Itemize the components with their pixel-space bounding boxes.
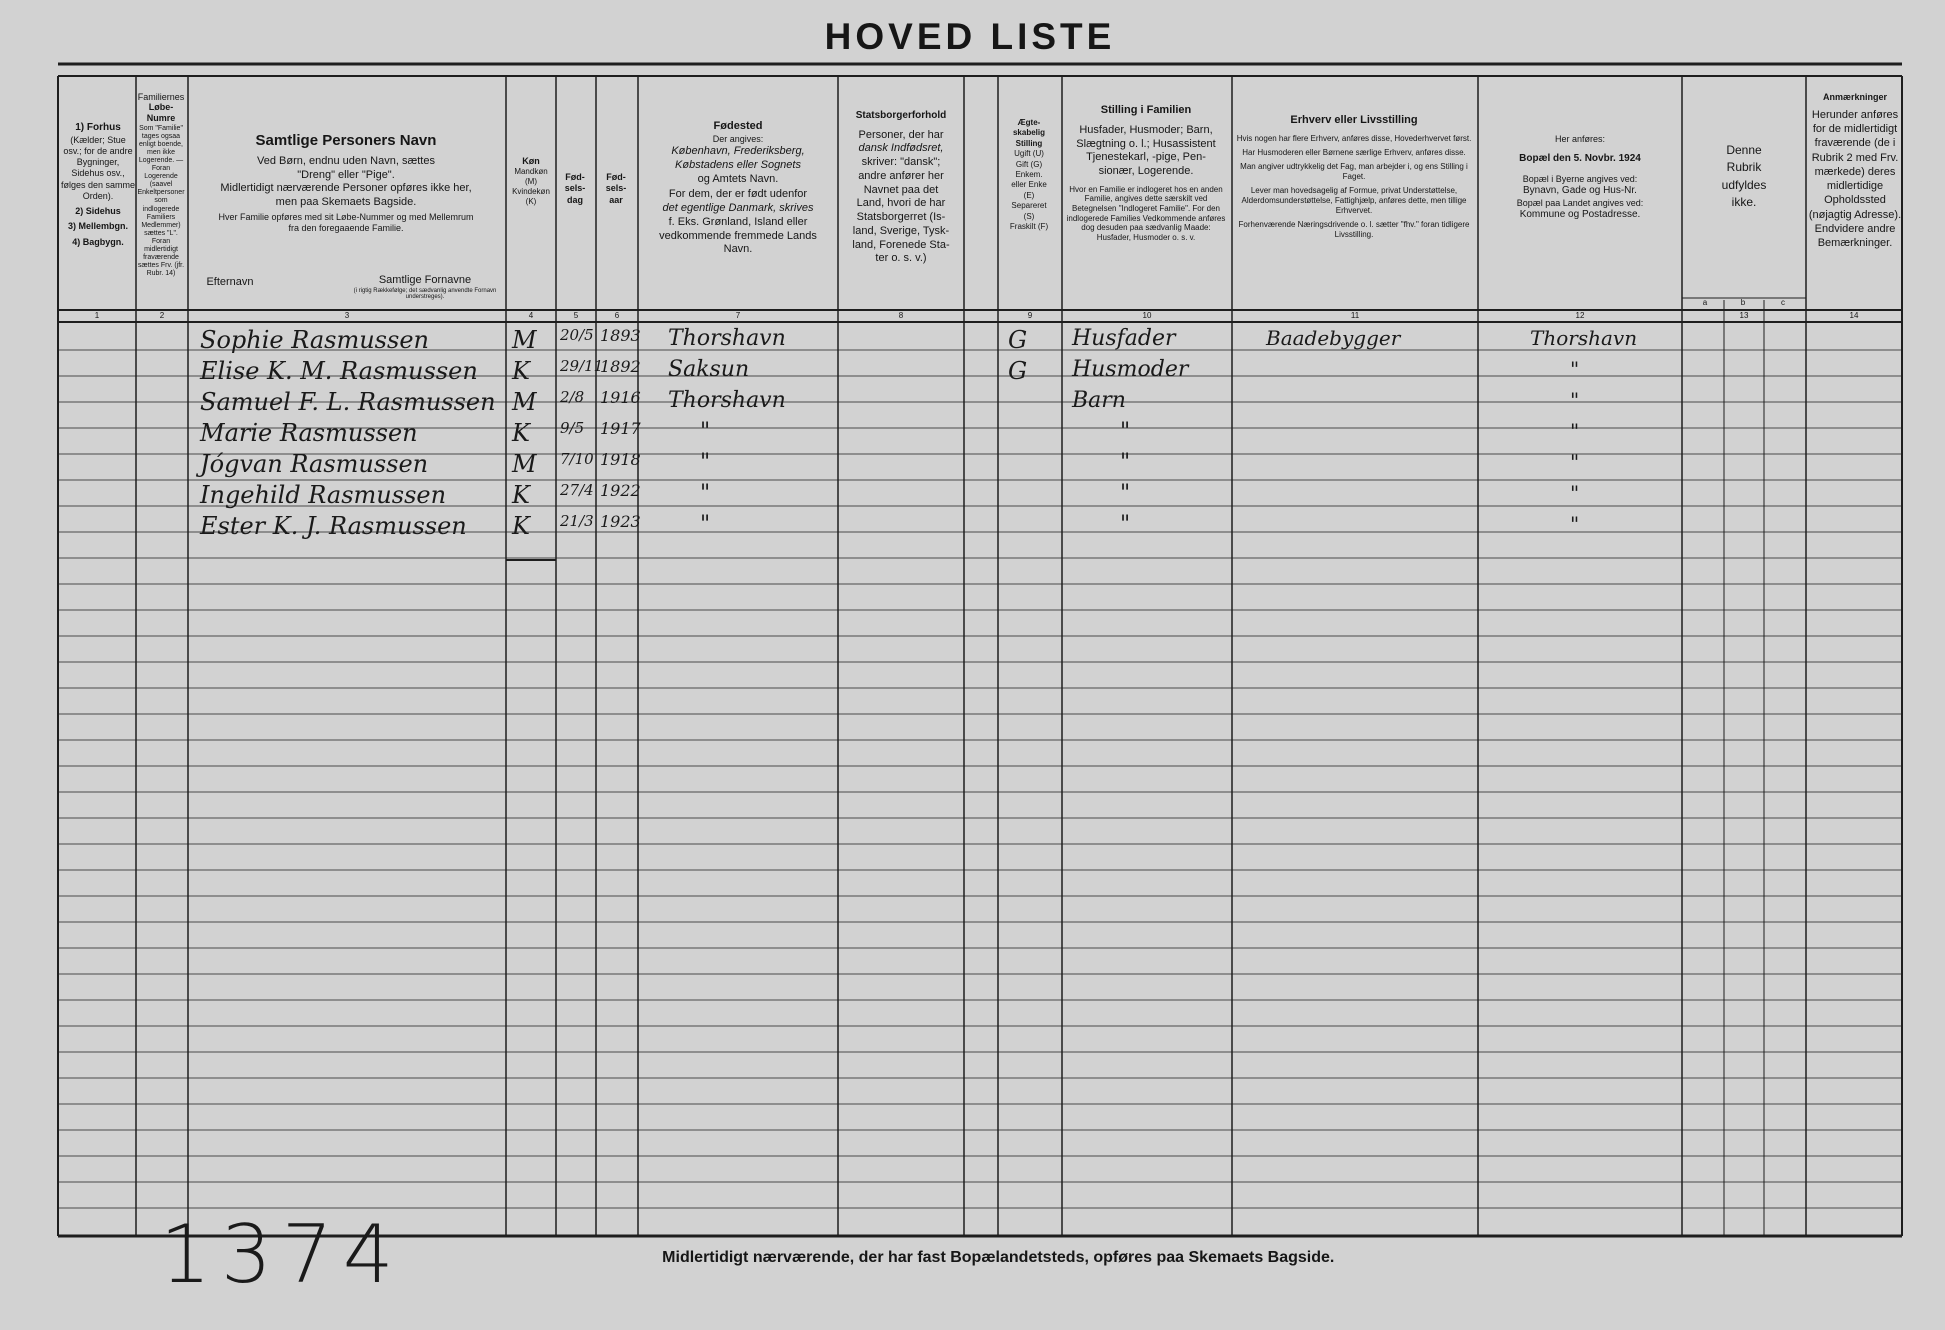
header-col-10-line-1: Husfader, Husmoder; Barn, <box>1079 123 1213 136</box>
cell-aar: 1893 <box>600 326 641 345</box>
header-col-5-l1: Fød- <box>565 172 585 182</box>
cell-fodested: Saksun <box>668 357 750 382</box>
header-col-13-sub-b: b <box>1740 298 1746 307</box>
column-number: 5 <box>573 311 579 320</box>
header-col-7-line-5: For dem, der er født udenfor <box>668 188 808 201</box>
header-col-2-familiernes: Familiernes <box>137 92 185 102</box>
cell-fodested: " <box>700 481 711 506</box>
header-col-8-line-1: Personer, der har <box>858 128 944 141</box>
header-col-6-l3: aar <box>609 194 623 205</box>
header-col-4-k-code: (K) <box>525 197 537 207</box>
column-number: 2 <box>159 311 165 320</box>
header-efternavn: Efternavn <box>206 276 254 288</box>
header-col-1 <box>60 122 136 248</box>
header-fornavne <box>350 274 500 301</box>
cell-stilling: Barn <box>1072 388 1126 413</box>
cell-navn: Samuel F. L. Rasmussen <box>200 388 496 416</box>
header-col-11 <box>1236 114 1472 240</box>
header-col-6-l2: sels- <box>605 183 627 194</box>
header-col-9-l9: Separeret <box>1011 201 1047 211</box>
header-col-8-line-5: Navnet paa det <box>863 183 939 196</box>
header-col-1-bagbygning: 4) Bagbygn. <box>72 236 124 247</box>
cell-bopael: " <box>1570 388 1580 412</box>
column-number: 4 <box>528 311 534 320</box>
header-col-4-m: Mandkøn <box>514 167 548 177</box>
page-number: 1374 <box>160 1208 404 1301</box>
cell-koen: K <box>512 357 530 385</box>
header-col-9-l2: skabelig <box>1012 128 1045 138</box>
header-col-8-line-8: land, Sverige, Tysk- <box>852 224 950 237</box>
header-col-9-l11: Fraskilt (F) <box>1009 221 1049 231</box>
header-col-13-l4: ikke. <box>1731 195 1757 210</box>
header-col-3 <box>190 132 502 234</box>
header-col-6 <box>596 172 636 206</box>
column-number: 1 <box>94 311 100 320</box>
cell-aar: 1922 <box>600 481 641 500</box>
cell-navn: Elise K. M. Rasmussen <box>200 357 478 385</box>
header-col-6-l1: Fød- <box>606 172 626 182</box>
cell-stand: G <box>1008 357 1028 385</box>
header-col-9-l1: Ægte- <box>1017 118 1041 127</box>
column-number: 6 <box>614 311 620 320</box>
cell-fodested: " <box>700 450 711 475</box>
header-col-8-line-9: land, Forenede Sta- <box>852 238 950 251</box>
header-col-11-line-1: Hvis nogen har flere Erhverv, anføres disse, Hovederhvervet først. <box>1236 133 1472 143</box>
header-col-3-line-6: fra den foregaaende Familie. <box>288 223 404 233</box>
cell-dag: 20/5 <box>560 326 594 344</box>
cell-dag: 27/4 <box>560 481 594 499</box>
header-col-11-line-4: Lever man hovedsagelig af Formue, privat Understøttelse, Alderdomsunderstøttelse, Fattighjælp, anføres dette, men tillige Erhvervet. <box>1241 185 1467 215</box>
header-col-7-line-4: og Amtets Navn. <box>697 172 779 185</box>
cell-stilling: " <box>1120 419 1131 444</box>
cell-koen: M <box>512 326 537 354</box>
header-col-14-title: Anmærkninger <box>1822 92 1887 102</box>
header-col-2 <box>136 92 186 278</box>
header-col-12-line-6: Kommune og Postadresse. <box>1519 208 1641 220</box>
column-number: 10 <box>1142 311 1152 320</box>
cell-navn: Ingehild Rasmussen <box>200 481 447 509</box>
header-col-13-l3: udfyldes <box>1721 177 1767 192</box>
header-col-12-line-4: Bynavn, Gade og Hus-Nr. <box>1523 185 1637 196</box>
header-fornavne-note: (i rigtig Rækkefølge; det sædvanlig anvendte Fornavn understreges). <box>353 287 497 301</box>
header-col-3-line-5: Hver Familie opføres med sit Løbe-Nummer og med Mellemrum <box>218 211 474 222</box>
header-col-8-line-2: dansk Indfødsret, <box>858 142 944 155</box>
header-col-5-l2: sels- <box>564 183 586 194</box>
header-col-10 <box>1064 104 1228 242</box>
cell-dag: 9/5 <box>560 419 585 437</box>
header-col-1-note: (Kælder; Stue osv.; for de andre Bygninger, Sidehus osv., følges den samme Orden). <box>60 134 136 201</box>
cell-dag: 21/3 <box>560 512 594 530</box>
cell-fodested: " <box>700 512 711 537</box>
header-col-10-title: Stilling i Familien <box>1100 104 1192 116</box>
header-col-13-sub-a: a <box>1702 298 1708 307</box>
footer-left: Midlertidigt nærværende, der har fast Bopæl <box>662 1249 1000 1266</box>
header-col-9-l4: Ugift (U) <box>1014 149 1044 159</box>
cell-stilling: " <box>1120 481 1131 506</box>
header-col-8-line-6: Land, hvori de har <box>856 197 946 210</box>
cell-stand: G <box>1008 326 1028 354</box>
header-col-9-l3: Stilling <box>1015 138 1043 148</box>
cell-navn: Jógvan Rasmussen <box>200 450 429 478</box>
cell-koen: K <box>512 481 530 509</box>
header-col-3-title: Samtlige Personers Navn <box>255 132 437 149</box>
header-col-4-m-code: (M) <box>525 177 537 187</box>
column-number: 3 <box>344 311 350 320</box>
header-col-14-line-1: Herunder anføres for de midlertidigt fraværende (de i Rubrik 2 med Frv. mærkede) deres midlertidige Opholdssted (nøjagtig Adresse). Endvidere andre Bemærkninger. <box>1808 108 1902 250</box>
header-col-1-forhus: 1) Forhus <box>75 122 121 133</box>
header-col-3-line-2: "Dreng" eller "Pige". <box>297 168 395 181</box>
cell-navn: Ester K. J. Rasmussen <box>200 512 467 540</box>
cell-navn: Marie Rasmussen <box>200 419 418 447</box>
header-col-1-sidehus: 2) Sidehus <box>75 206 121 216</box>
header-col-13-l1: Denne <box>1726 143 1762 157</box>
column-number: 13 <box>1739 311 1749 320</box>
cell-fodested: Thorshavn <box>668 326 786 351</box>
header-col-12 <box>1482 134 1678 221</box>
cell-aar: 1916 <box>600 388 641 407</box>
header-col-3-line-1: Ved Børn, endnu uden Navn, sættes <box>257 154 435 167</box>
header-col-14 <box>1808 92 1902 251</box>
header-col-7-line-6: det egentlige Danmark, skrives <box>662 202 814 214</box>
header-col-4 <box>508 156 554 207</box>
cell-bopael: " <box>1570 512 1580 536</box>
header-col-7-line-3: Købstadens eller Sognets <box>675 158 801 171</box>
header-col-9-l7: eller Enke <box>1011 180 1047 190</box>
cell-stilling: Husmoder <box>1072 357 1189 382</box>
header-col-8-line-4: andre anfører her <box>858 169 944 182</box>
cell-dag: 7/10 <box>560 450 594 468</box>
header-col-1-mellembygning: 3) Mellembgn. <box>67 221 128 232</box>
header-col-4-k: Kvindekøn <box>512 187 550 197</box>
header-col-12-line-5: Bopæl paa Landet angives ved: <box>1516 197 1644 208</box>
cell-aar: 1923 <box>600 512 641 531</box>
cell-fodested: Thorshavn <box>668 388 786 413</box>
footer-right: andetsteds, opføres paa Skemaets Bagside. <box>1000 1249 1335 1266</box>
header-col-8-line-10: ter o. s. v.) <box>875 252 927 265</box>
header-col-7-line-1: Der angives: <box>712 133 764 144</box>
cell-aar: 1892 <box>600 357 641 376</box>
cell-koen: K <box>512 512 530 540</box>
header-col-10-line-3: Tjenestekarl, -pige, Pen- <box>1086 151 1206 164</box>
column-number: 9 <box>1027 311 1033 320</box>
header-col-11-line-3: Man angiver udtrykkelig det Fag, man arbejder i, og ens Stilling i Faget. <box>1240 161 1468 181</box>
header-col-5-l3: dag <box>566 194 583 205</box>
header-col-10-line-2: Slægtning o. l.; Husassistent <box>1076 137 1216 150</box>
header-col-8-title: Statsborgerforhold <box>855 110 947 121</box>
cell-koen: M <box>512 388 537 416</box>
header-col-8-line-7: Statsborgerret (Is- <box>856 211 946 223</box>
header-col-7 <box>642 120 834 257</box>
header-col-9-l8: (E) <box>1023 190 1035 200</box>
cell-erhverv: Baadebygger <box>1266 326 1401 350</box>
cell-stilling: " <box>1120 512 1131 537</box>
header-col-3-line-4: men paa Skemaets Bagside. <box>275 196 417 208</box>
header-col-11-line-5: Forhenværende Næringsdrivende o. l. sætter "fhv." foran tidligere Livsstilling. <box>1238 219 1470 239</box>
header-col-12-line-2: Bopæl den 5. Novbr. 1924 <box>1519 153 1641 165</box>
cell-dag: 2/8 <box>560 388 585 406</box>
header-fornavne-label: Samtlige Fornavne <box>378 274 472 286</box>
header-col-7-line-9: Navn. <box>723 243 753 256</box>
column-number: 7 <box>735 311 741 320</box>
form-title: HOVED LISTE <box>824 16 1116 57</box>
header-col-7-line-2: København, Frederiksberg, <box>671 145 805 157</box>
cell-bopael: " <box>1570 419 1580 443</box>
cell-navn: Sophie Rasmussen <box>200 326 429 354</box>
header-col-2-numre: Numre <box>146 112 176 123</box>
header-col-10-line-5: Hvor en Familie er indlogeret hos en anden Familie, angives dette særskilt ved Betegnelsen "Indlogeret Familie". For den indlogerede Families Vedkommende anføres dog desuden paa sædvanlig Maade: Husfader, Husmoder o. s. v. <box>1066 184 1226 242</box>
cell-stilling: Husfader <box>1072 326 1176 351</box>
header-col-9-l10: (S) <box>1023 211 1035 221</box>
cell-aar: 1917 <box>600 419 641 438</box>
cell-dag: 29/11 <box>560 357 604 375</box>
header-col-4-title: Køn <box>522 156 540 166</box>
cell-koen: M <box>512 450 537 478</box>
cell-stilling: " <box>1120 450 1131 475</box>
cell-bopael: " <box>1570 481 1580 505</box>
cell-fodested: " <box>700 419 711 444</box>
header-col-7-line-7: f. Eks. Grønland, Island eller <box>668 215 808 228</box>
header-col-13-sub-c: c <box>1781 298 1785 307</box>
column-number: 11 <box>1350 311 1360 320</box>
header-col-9-l5: Gift (G) <box>1015 159 1043 169</box>
cell-bopael: " <box>1570 450 1580 474</box>
header-col-8 <box>840 110 962 266</box>
cell-koen: K <box>512 419 530 447</box>
header-col-2-loebe: Løbe- <box>148 102 174 113</box>
cell-bopael: Thorshavn <box>1530 326 1638 350</box>
cell-aar: 1918 <box>600 450 641 469</box>
column-number: 8 <box>898 311 904 320</box>
header-col-8-line-3: skriver: "dansk"; <box>861 156 941 168</box>
header-col-10-line-4: sionær, Logerende. <box>1098 165 1194 177</box>
header-col-7-title: Fødested <box>713 120 763 132</box>
header-col-7-line-8: vedkommende fremmede Lands <box>659 229 817 242</box>
column-number: 14 <box>1849 311 1859 320</box>
header-col-3-line-3: Midlertidigt nærværende Personer opføres ikke her, <box>220 182 472 195</box>
header-col-9 <box>998 118 1060 232</box>
header-col-12-line-3: Bopæl i Byerne angives ved: <box>1522 173 1638 184</box>
column-number: 12 <box>1575 311 1585 320</box>
header-col-11-line-2: Har Husmoderen eller Børnene særlige Erhverv, anføres disse. <box>1242 147 1466 157</box>
header-col-5 <box>556 172 594 206</box>
header-col-12-line-1: Her anføres: <box>1554 134 1605 144</box>
header-col-13 <box>1686 142 1802 212</box>
header-col-9-l6: Enkem. <box>1015 169 1043 179</box>
cell-bopael: " <box>1570 357 1580 381</box>
header-col-13-l2: Rubrik <box>1726 160 1762 175</box>
header-col-2-note: Som "Familie" tages ogsaa enligt boende, men ikke Logerende. — Foran Logerende (saavel Enkeltpersoner som indlogerede Familiers Medlemmer) sættes "L". Foran midlertidigt fraværende sættes Frv. (jfr. Rubr. 14) <box>137 125 185 277</box>
header-col-11-title: Erhverv eller Livsstilling <box>1290 114 1418 126</box>
